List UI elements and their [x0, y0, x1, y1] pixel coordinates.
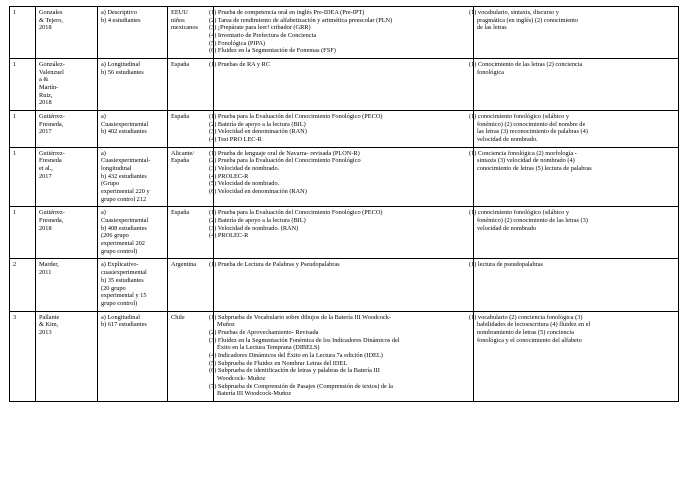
cell-variables-line: de las letras [477, 24, 507, 32]
cell-instruments-line: (3) Velocidad de nombrado. [209, 165, 280, 173]
cell-instruments-line: Batería III Woodcock-Muñoz [217, 390, 292, 398]
cell-authors-line: Fresneda [39, 157, 62, 165]
cell-instruments-line: (5) Fonológica (PIPA) [209, 39, 266, 47]
cell-variables-line: sintaxis (3) velocidad de nombrado (4) [477, 157, 575, 165]
cell-instruments-line: (2) Tarea de rendimiento de alfabetización y aritmética preescolar (PLN) [209, 16, 393, 24]
cell-country-line: España [171, 61, 190, 69]
cell-authors-line: 2011 [39, 269, 52, 277]
cell-authors-line: Gutiérrez- [39, 209, 65, 217]
cell-design-line: b) 4 estudiantes [101, 16, 141, 24]
cell-design-line: grupo control 212 [101, 195, 147, 203]
cell-instruments-line: (2) Prueba para la Evaluación del Conocimiento Fonológico [209, 157, 361, 165]
cell-country-line: España [171, 157, 190, 165]
cell-variables-line: (1) conocimiento fonológico (silábico y [469, 113, 570, 121]
cell-instruments-line: (6) Subprueba de identificación de letras y palabras de la Batería III [209, 367, 380, 375]
cell-study-id [10, 7, 36, 59]
cell-design [98, 259, 168, 311]
cell-instruments-line: (4) Inventario de Prefectura de Conciencia [209, 32, 317, 40]
cell-authors [36, 207, 98, 259]
cell-study-id-line: 3 [13, 313, 17, 321]
cell-design-line: grupo control) [101, 247, 138, 255]
cell-instruments-line: Woodcock- Muñoz [217, 374, 266, 382]
cell-variables [469, 311, 679, 401]
cell-variables-line: (1) conocimiento fonológico (silábico y [469, 209, 570, 217]
cell-authors-line: Gonzales [39, 9, 63, 16]
cell-authors [36, 147, 98, 207]
cell-study-id [10, 207, 36, 259]
cell-study-id [10, 311, 36, 401]
cell-variables-line: fonológica y el conocimiento del alfabeto [477, 336, 582, 344]
cell-design-line: b) 35 estudiantes [101, 276, 144, 284]
cell-instruments-line: (3) Velocidad en denominación (RAN) [209, 128, 307, 136]
table-row [10, 111, 679, 148]
cell-instruments-line: (3) Velocidad de nombrado. (RAN) [209, 224, 299, 232]
cell-design-line: a) [101, 149, 106, 157]
cell-authors-line: Ruiz, [39, 91, 53, 99]
cell-authors-line: 2013 [39, 328, 52, 336]
cell-instruments [209, 147, 474, 207]
cell-design [98, 147, 168, 207]
cell-design-line: experimental 202 [101, 240, 145, 248]
cell-country [168, 59, 214, 111]
cell-variables-line: fonémico) (2) conocimiento del nombre de [477, 120, 586, 128]
cell-instruments-line: (1) Prueba para la Evaluación del Conocimiento Fonológico (PECO) [209, 209, 383, 217]
cell-design-line: Cuasiexperimental [101, 120, 149, 128]
cell-study-id-line: 1 [13, 9, 17, 16]
cell-study-id [10, 147, 36, 207]
table-row [10, 7, 679, 59]
cell-instruments-line: Éxito en la Lectura Temprana (DIBELS) [217, 344, 320, 352]
cell-authors-line: Fresneda, [39, 217, 64, 225]
cell-variables-line: (1) vocabulario (2) conciencia fonológica (3) [469, 313, 583, 321]
cell-design-line: a) Descriptivo [101, 9, 137, 16]
cell-design-line: b) 408 estudiantes [101, 224, 147, 232]
cell-variables [469, 207, 679, 259]
cell-study-id [10, 259, 36, 311]
cell-design [98, 111, 168, 148]
cell-design-line: a) [101, 113, 106, 121]
cell-authors [36, 311, 98, 401]
cell-design-line: experimental y 15 [101, 292, 147, 300]
cell-instruments-line: (2) Pruebas de Aprovechamiento- Revisada [209, 328, 319, 336]
document-page [0, 6, 697, 498]
cell-study-id [10, 111, 36, 148]
cell-variables [469, 147, 679, 207]
cell-instruments-line: (4) PROLEC-R [209, 172, 249, 180]
cell-variables-line: (1) vocabulario, sintaxis, discurso y [469, 9, 559, 16]
cell-variables-line: fonológica [477, 68, 504, 76]
cell-design-line: a) Explicativo- [101, 261, 139, 269]
cell-authors [36, 7, 98, 59]
cell-variables-line: (1) Conocimiento de las letras (2) conciencia [469, 61, 583, 69]
cell-authors-line: 2017 [39, 172, 52, 180]
cell-variables-line: conocimiento de letras (5) lectura de palabras [477, 165, 592, 173]
cell-authors-line: González- [39, 61, 65, 69]
cell-instruments-line: (3) ¡Prepárate para leer! cribador (GRR) [209, 24, 311, 32]
cell-country-line: EEUU [171, 9, 188, 16]
cell-instruments-line: (5) Velocidad de nombrado. [209, 180, 280, 188]
cell-variables-line: (1) Conciencia fonológica (2) morfología - [469, 149, 577, 157]
cell-country [168, 259, 214, 311]
cell-country [168, 311, 214, 401]
cell-variables-line: las letras (3) reconocimiento de palabras (4) [477, 128, 588, 136]
cell-authors-line: Marder, [39, 261, 59, 269]
cell-instruments-line: (2) Batería de apoyo a la lectura (BIL) [209, 120, 306, 128]
cell-instruments-line: (1) Pruebas de RA y RC [209, 61, 271, 69]
cell-design-line: a) Longitudinal [101, 313, 140, 321]
cell-instruments-line: (6) Fluidez en la Segmentación de Fonemas (FSF) [209, 47, 336, 55]
cell-authors-line: 2018 [39, 99, 52, 107]
cell-authors-line: et al., [39, 165, 53, 173]
cell-design-line: Cuasiexperimental [101, 217, 149, 225]
cell-country-line: España [171, 113, 190, 121]
cell-variables-line: habilidades de lectoescritura (4) fluidez en el [477, 321, 591, 329]
cell-design-line: (Grupo [101, 180, 120, 188]
cell-instruments [209, 59, 474, 111]
cell-instruments-line: Muñoz [217, 321, 235, 329]
cell-country [168, 147, 214, 207]
cell-design-line: a) [101, 209, 106, 217]
cell-instruments-line: (1) Prueba de lenguaje oral de Navarra- revisada (PLON-R) [209, 149, 360, 157]
cell-variables [469, 111, 679, 148]
cell-study-id [10, 59, 36, 111]
cell-authors-line: Gutiérrez- [39, 113, 65, 121]
cell-authors-line: 2018 [39, 224, 52, 232]
cell-authors-line: Gutiérrez- [39, 149, 65, 157]
cell-authors-line: a & [39, 76, 49, 84]
cell-instruments-line: (1) Prueba de Lectura de Palabras y Pseudopalabras [209, 261, 340, 269]
cell-variables-line: (1) lectura de pseudopalabras [469, 261, 543, 269]
cell-instruments-line: (4) PROLEC-R [209, 232, 249, 240]
cell-instruments [209, 207, 474, 259]
cell-authors-line: 2017 [39, 128, 52, 136]
cell-instruments-line: (6) Velocidad en denominación (RAN) [209, 188, 307, 196]
cell-design-line: experimental 220 y [101, 188, 150, 196]
cell-design-line: (206 grupo [101, 232, 129, 240]
cell-design [98, 311, 168, 401]
cell-instruments [209, 111, 474, 148]
cell-authors-line: 2018 [39, 24, 52, 32]
cell-instruments-line: (3) Fluidez en la Segmentación Fonémica de los Indicadores Dinámicos del [209, 336, 400, 344]
cell-country-line: Alicante/ [171, 149, 195, 157]
cell-design-line: b) 432 estudiantes [101, 172, 147, 180]
cell-authors [36, 259, 98, 311]
cell-instruments [209, 7, 474, 59]
cell-country-line: niños [171, 16, 185, 24]
cell-variables-line: velocidad de nombrado [477, 224, 537, 232]
cell-authors-line: & Tejero, [39, 16, 63, 24]
cell-country [168, 111, 214, 148]
cell-authors-line: Fresneda, [39, 120, 64, 128]
cell-authors-line: & Kim, [39, 321, 59, 329]
cell-instruments-line: (2) Batería de apoyo a la lectura (BIL) [209, 217, 306, 225]
cell-variables [469, 259, 679, 311]
cell-instruments-line: (1) Prueba para la Evaluación del Conocimiento Fonológico (PECO) [209, 113, 383, 121]
cell-design-line: Cuasiexperimental- [101, 157, 151, 165]
cell-authors [36, 59, 98, 111]
cell-design-line: b) 402 estudiantes [101, 128, 147, 136]
cell-design [98, 7, 168, 59]
cell-study-id-line: 1 [13, 209, 17, 217]
cell-variables-line: velocidad de nombrado. [477, 136, 538, 144]
cell-design-line: cuasiexperimental [101, 269, 147, 277]
cell-variables-line: nombramiento de letras (5) conciencia [477, 328, 574, 336]
cell-variables [469, 7, 679, 59]
cell-design-line: b) 56 estudiantes [101, 68, 144, 76]
table-row [10, 59, 679, 111]
table-row [10, 207, 679, 259]
cell-design-line: b) 617 estudiantes [101, 321, 147, 329]
cell-instruments [209, 311, 474, 401]
cell-variables-line: pragmática (en inglés) (2) conocimiento [477, 16, 579, 24]
cell-study-id-line: 1 [13, 113, 17, 121]
cell-instruments [209, 259, 474, 311]
cell-country-line: España [171, 209, 190, 217]
cell-country [168, 7, 214, 59]
cell-design-line: longitudinal [101, 165, 132, 173]
cell-study-id-line: 1 [13, 149, 17, 157]
cell-variables-line: fonémico) (2) conocimiento de las letras (3) [477, 217, 588, 225]
cell-country-line: mexicanos [171, 24, 198, 32]
cell-instruments-line: (4) Indicadores Dinámicos del Éxito en la Lectura 7a edición (IDEL) [209, 351, 383, 359]
table-row [10, 147, 679, 207]
cell-instruments-line: (1) Subprueba de Vocabulario sobre dibujos de la Batería III Woodcock- [209, 313, 392, 321]
studies-table [9, 6, 679, 402]
cell-design [98, 59, 168, 111]
cell-country-line: Argentina [171, 261, 197, 269]
cell-variables [469, 59, 679, 111]
cell-instruments-line: (1) Prueba de competencia oral en inglés Pre-IDEA (Pre-IPT) [209, 9, 365, 16]
table-row [10, 311, 679, 401]
cell-instruments-line: (4) Test PRO LEC-R [209, 136, 262, 144]
cell-study-id-line: 1 [13, 61, 17, 69]
cell-authors-line: Martín- [39, 84, 59, 92]
cell-design [98, 207, 168, 259]
cell-instruments-line: (5) Subprueba de Fluidez en Nombrar Letras del IDEL [209, 359, 348, 367]
cell-authors [36, 111, 98, 148]
cell-design-line: (20 grupo [101, 284, 126, 292]
table-row [10, 259, 679, 311]
cell-design-line: grupo control) [101, 299, 138, 307]
table-body [10, 7, 679, 402]
cell-design-line: a) Longitudinal [101, 61, 140, 69]
cell-country [168, 207, 214, 259]
cell-authors-line: Pallante [39, 313, 60, 321]
cell-instruments-line: (7) Subprueba de Comprensión de Pasajes (Comprensión de textos) de la [209, 382, 393, 390]
cell-study-id-line: 2 [13, 261, 17, 269]
cell-country-line: Chile [171, 313, 185, 321]
cell-authors-line: Valenzuel [39, 68, 64, 76]
